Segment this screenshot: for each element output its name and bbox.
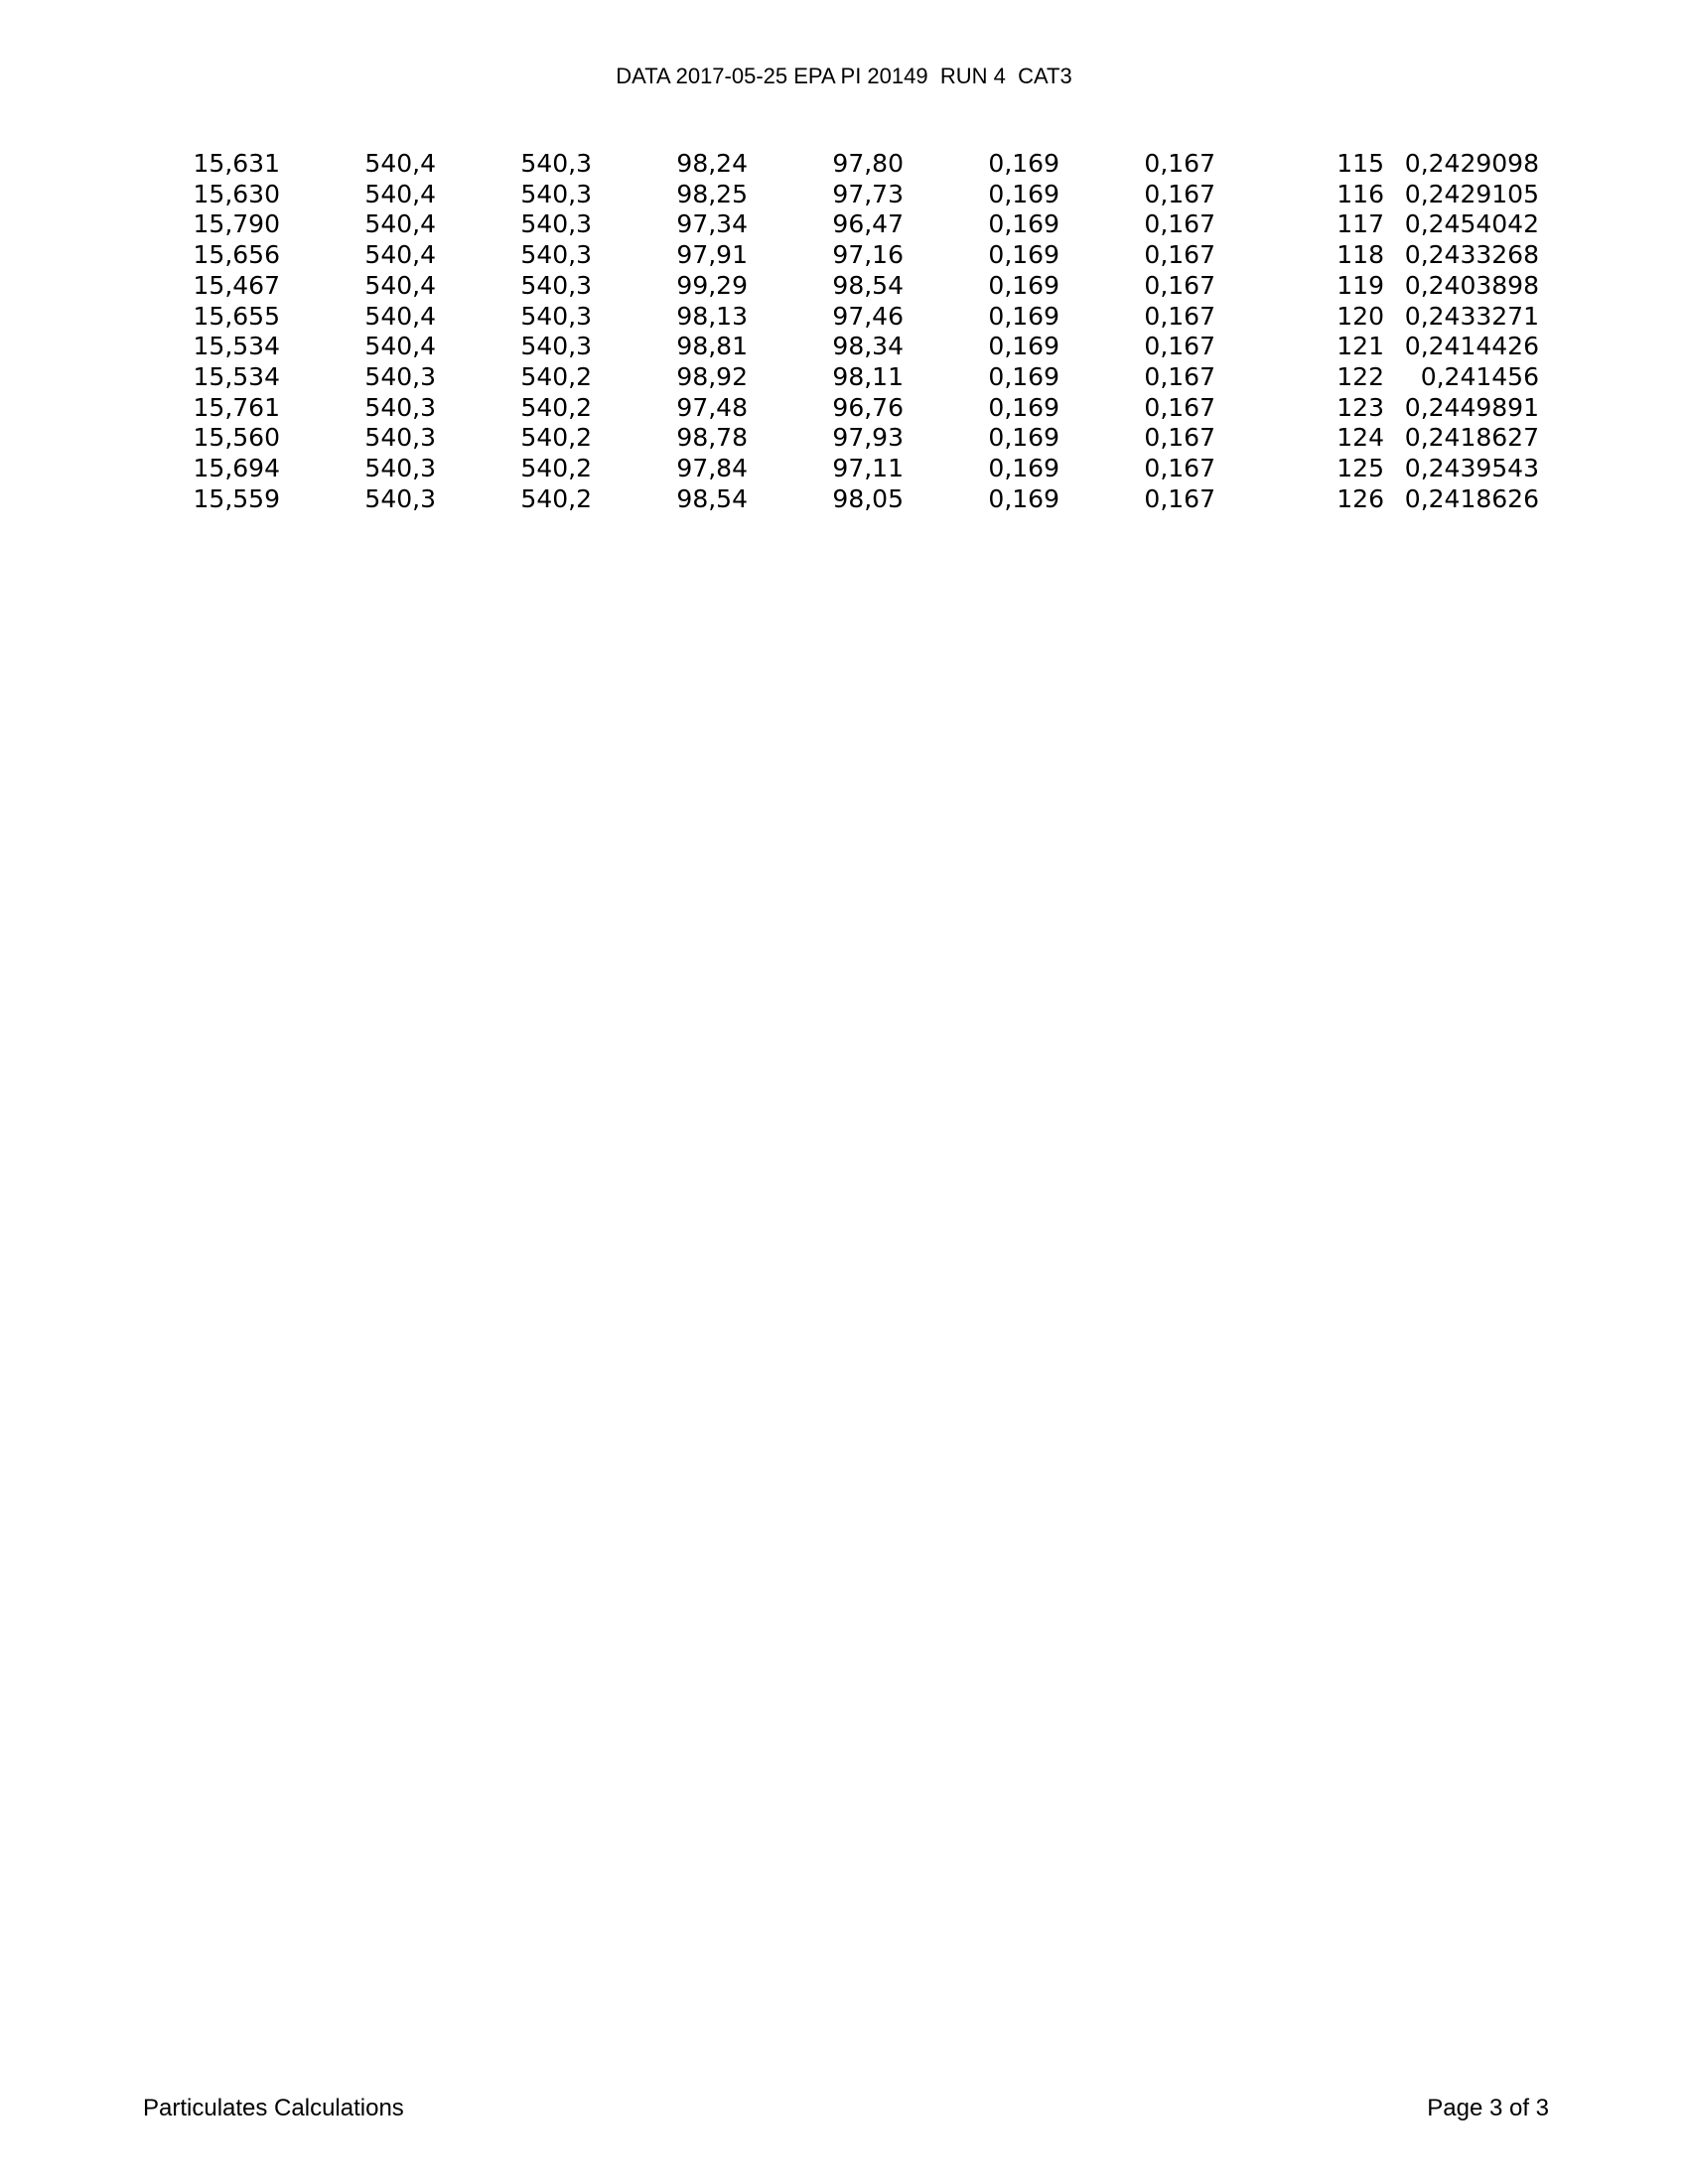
table-cell: 0,241456 (1420, 361, 1539, 391)
table-row (144, 209, 1539, 240)
table-cell: 540,2 (520, 454, 592, 483)
table-cell: 97,48 (676, 392, 748, 422)
table-cell: 126 (1336, 483, 1384, 513)
table-cell: 540,3 (364, 483, 436, 513)
table-cell: 98,54 (832, 270, 904, 300)
table-cell: 97,91 (676, 240, 748, 270)
table-cell: 0,2439543 (1404, 454, 1539, 483)
table-cell: 0,169 (988, 301, 1059, 331)
table-row (144, 302, 1539, 333)
table-row (144, 423, 1539, 454)
table-cell: 97,46 (832, 301, 904, 331)
table-cell: 98,34 (832, 332, 904, 361)
table-cell: 540,4 (364, 179, 436, 208)
table-cell: 0,167 (1144, 179, 1215, 208)
table-cell: 0,2418627 (1404, 423, 1539, 453)
table-cell: 540,3 (520, 332, 592, 361)
table-cell: 98,81 (676, 332, 748, 361)
table-cell: 120 (1336, 301, 1384, 331)
table-cell: 0,169 (988, 423, 1059, 453)
table-cell: 0,167 (1144, 240, 1215, 270)
table-cell: 540,3 (520, 179, 592, 208)
table-row (144, 393, 1539, 424)
table-row (144, 484, 1539, 515)
table-cell: 0,2433268 (1404, 240, 1539, 270)
table-cell: 98,25 (676, 179, 748, 208)
table-cell: 97,80 (832, 149, 904, 178)
table-cell: 122 (1336, 361, 1384, 391)
table-cell: 121 (1336, 332, 1384, 361)
data-table (144, 149, 1539, 514)
table-cell: 0,167 (1144, 392, 1215, 422)
table-cell: 0,167 (1144, 361, 1215, 391)
table-cell: 0,167 (1144, 209, 1215, 239)
table-cell: 99,29 (676, 270, 748, 300)
table-cell: 0,167 (1144, 149, 1215, 178)
table-cell: 0,2418626 (1404, 483, 1539, 513)
table-cell: 15,790 (193, 209, 280, 239)
table-cell: 0,169 (988, 270, 1059, 300)
table-cell: 540,3 (520, 240, 592, 270)
table-cell: 0,169 (988, 240, 1059, 270)
table-cell: 15,694 (193, 454, 280, 483)
table-cell: 15,467 (193, 270, 280, 300)
table-cell: 123 (1336, 392, 1384, 422)
table-cell: 0,169 (988, 454, 1059, 483)
table-cell: 540,3 (364, 361, 436, 391)
table-cell: 540,4 (364, 209, 436, 239)
table-cell: 15,630 (193, 179, 280, 208)
table-cell: 540,3 (520, 270, 592, 300)
table-cell: 540,3 (364, 423, 436, 453)
table-cell: 124 (1336, 423, 1384, 453)
table-cell: 15,631 (193, 149, 280, 178)
table-cell: 125 (1336, 454, 1384, 483)
table-cell: 0,2403898 (1404, 270, 1539, 300)
table-cell: 0,167 (1144, 454, 1215, 483)
table-cell: 0,169 (988, 209, 1059, 239)
table-cell: 96,76 (832, 392, 904, 422)
table-body (144, 149, 1539, 514)
table-cell: 97,84 (676, 454, 748, 483)
table-cell: 98,13 (676, 301, 748, 331)
table-cell: 0,167 (1144, 423, 1215, 453)
table-cell: 15,559 (193, 483, 280, 513)
table-cell: 540,4 (364, 332, 436, 361)
page-title: DATA 2017-05-25 EPA PI 20149 RUN 4 CAT3 (616, 64, 1072, 88)
table-cell: 0,2433271 (1404, 301, 1539, 331)
table-cell: 0,169 (988, 483, 1059, 513)
table-cell: 540,2 (520, 483, 592, 513)
table-cell: 540,2 (520, 392, 592, 422)
table-cell: 15,534 (193, 361, 280, 391)
table-cell: 540,2 (520, 423, 592, 453)
table-cell: 97,93 (832, 423, 904, 453)
table-row (144, 362, 1539, 393)
table-cell: 540,3 (364, 454, 436, 483)
table-cell: 115 (1336, 149, 1384, 178)
table-row (144, 454, 1539, 484)
table-cell: 0,169 (988, 332, 1059, 361)
table-cell: 0,167 (1144, 332, 1215, 361)
footer-page-number: Page 3 of 3 (1427, 2095, 1549, 2121)
table-cell: 119 (1336, 270, 1384, 300)
table-cell: 0,167 (1144, 483, 1215, 513)
table-cell: 0,2454042 (1404, 209, 1539, 239)
table-cell: 98,78 (676, 423, 748, 453)
table-cell: 0,169 (988, 361, 1059, 391)
table-cell: 0,2429098 (1404, 149, 1539, 178)
table-cell: 118 (1336, 240, 1384, 270)
table-cell: 540,4 (364, 270, 436, 300)
table-cell: 540,3 (520, 209, 592, 239)
table-cell: 0,2414426 (1404, 332, 1539, 361)
table-row (144, 332, 1539, 362)
table-cell: 540,3 (520, 149, 592, 178)
table-cell: 98,05 (832, 483, 904, 513)
table-cell: 117 (1336, 209, 1384, 239)
table-cell: 98,54 (676, 483, 748, 513)
table-row (144, 240, 1539, 271)
table-cell: 15,656 (193, 240, 280, 270)
table-row (144, 180, 1539, 210)
table-cell: 15,655 (193, 301, 280, 331)
table-cell: 96,47 (832, 209, 904, 239)
footer-document-name: Particulates Calculations (143, 2095, 404, 2121)
table-cell: 97,34 (676, 209, 748, 239)
table-cell: 98,92 (676, 361, 748, 391)
table-cell: 540,4 (364, 149, 436, 178)
table-cell: 540,4 (364, 240, 436, 270)
table-cell: 0,169 (988, 149, 1059, 178)
table-cell: 0,2429105 (1404, 179, 1539, 208)
table-cell: 116 (1336, 179, 1384, 208)
table-cell: 98,24 (676, 149, 748, 178)
table-cell: 540,3 (364, 392, 436, 422)
table-cell: 540,2 (520, 361, 592, 391)
table-cell: 540,3 (520, 301, 592, 331)
table-cell: 15,761 (193, 392, 280, 422)
table-cell: 15,560 (193, 423, 280, 453)
table-cell: 97,73 (832, 179, 904, 208)
table-cell: 98,11 (832, 361, 904, 391)
table-cell: 540,4 (364, 301, 436, 331)
table-cell: 0,167 (1144, 301, 1215, 331)
table-row (144, 149, 1539, 180)
table-row (144, 271, 1539, 302)
table-cell: 0,169 (988, 179, 1059, 208)
table-cell: 97,16 (832, 240, 904, 270)
table-cell: 97,11 (832, 454, 904, 483)
table-cell: 0,169 (988, 392, 1059, 422)
table-cell: 15,534 (193, 332, 280, 361)
table-cell: 0,2449891 (1404, 392, 1539, 422)
table-cell: 0,167 (1144, 270, 1215, 300)
